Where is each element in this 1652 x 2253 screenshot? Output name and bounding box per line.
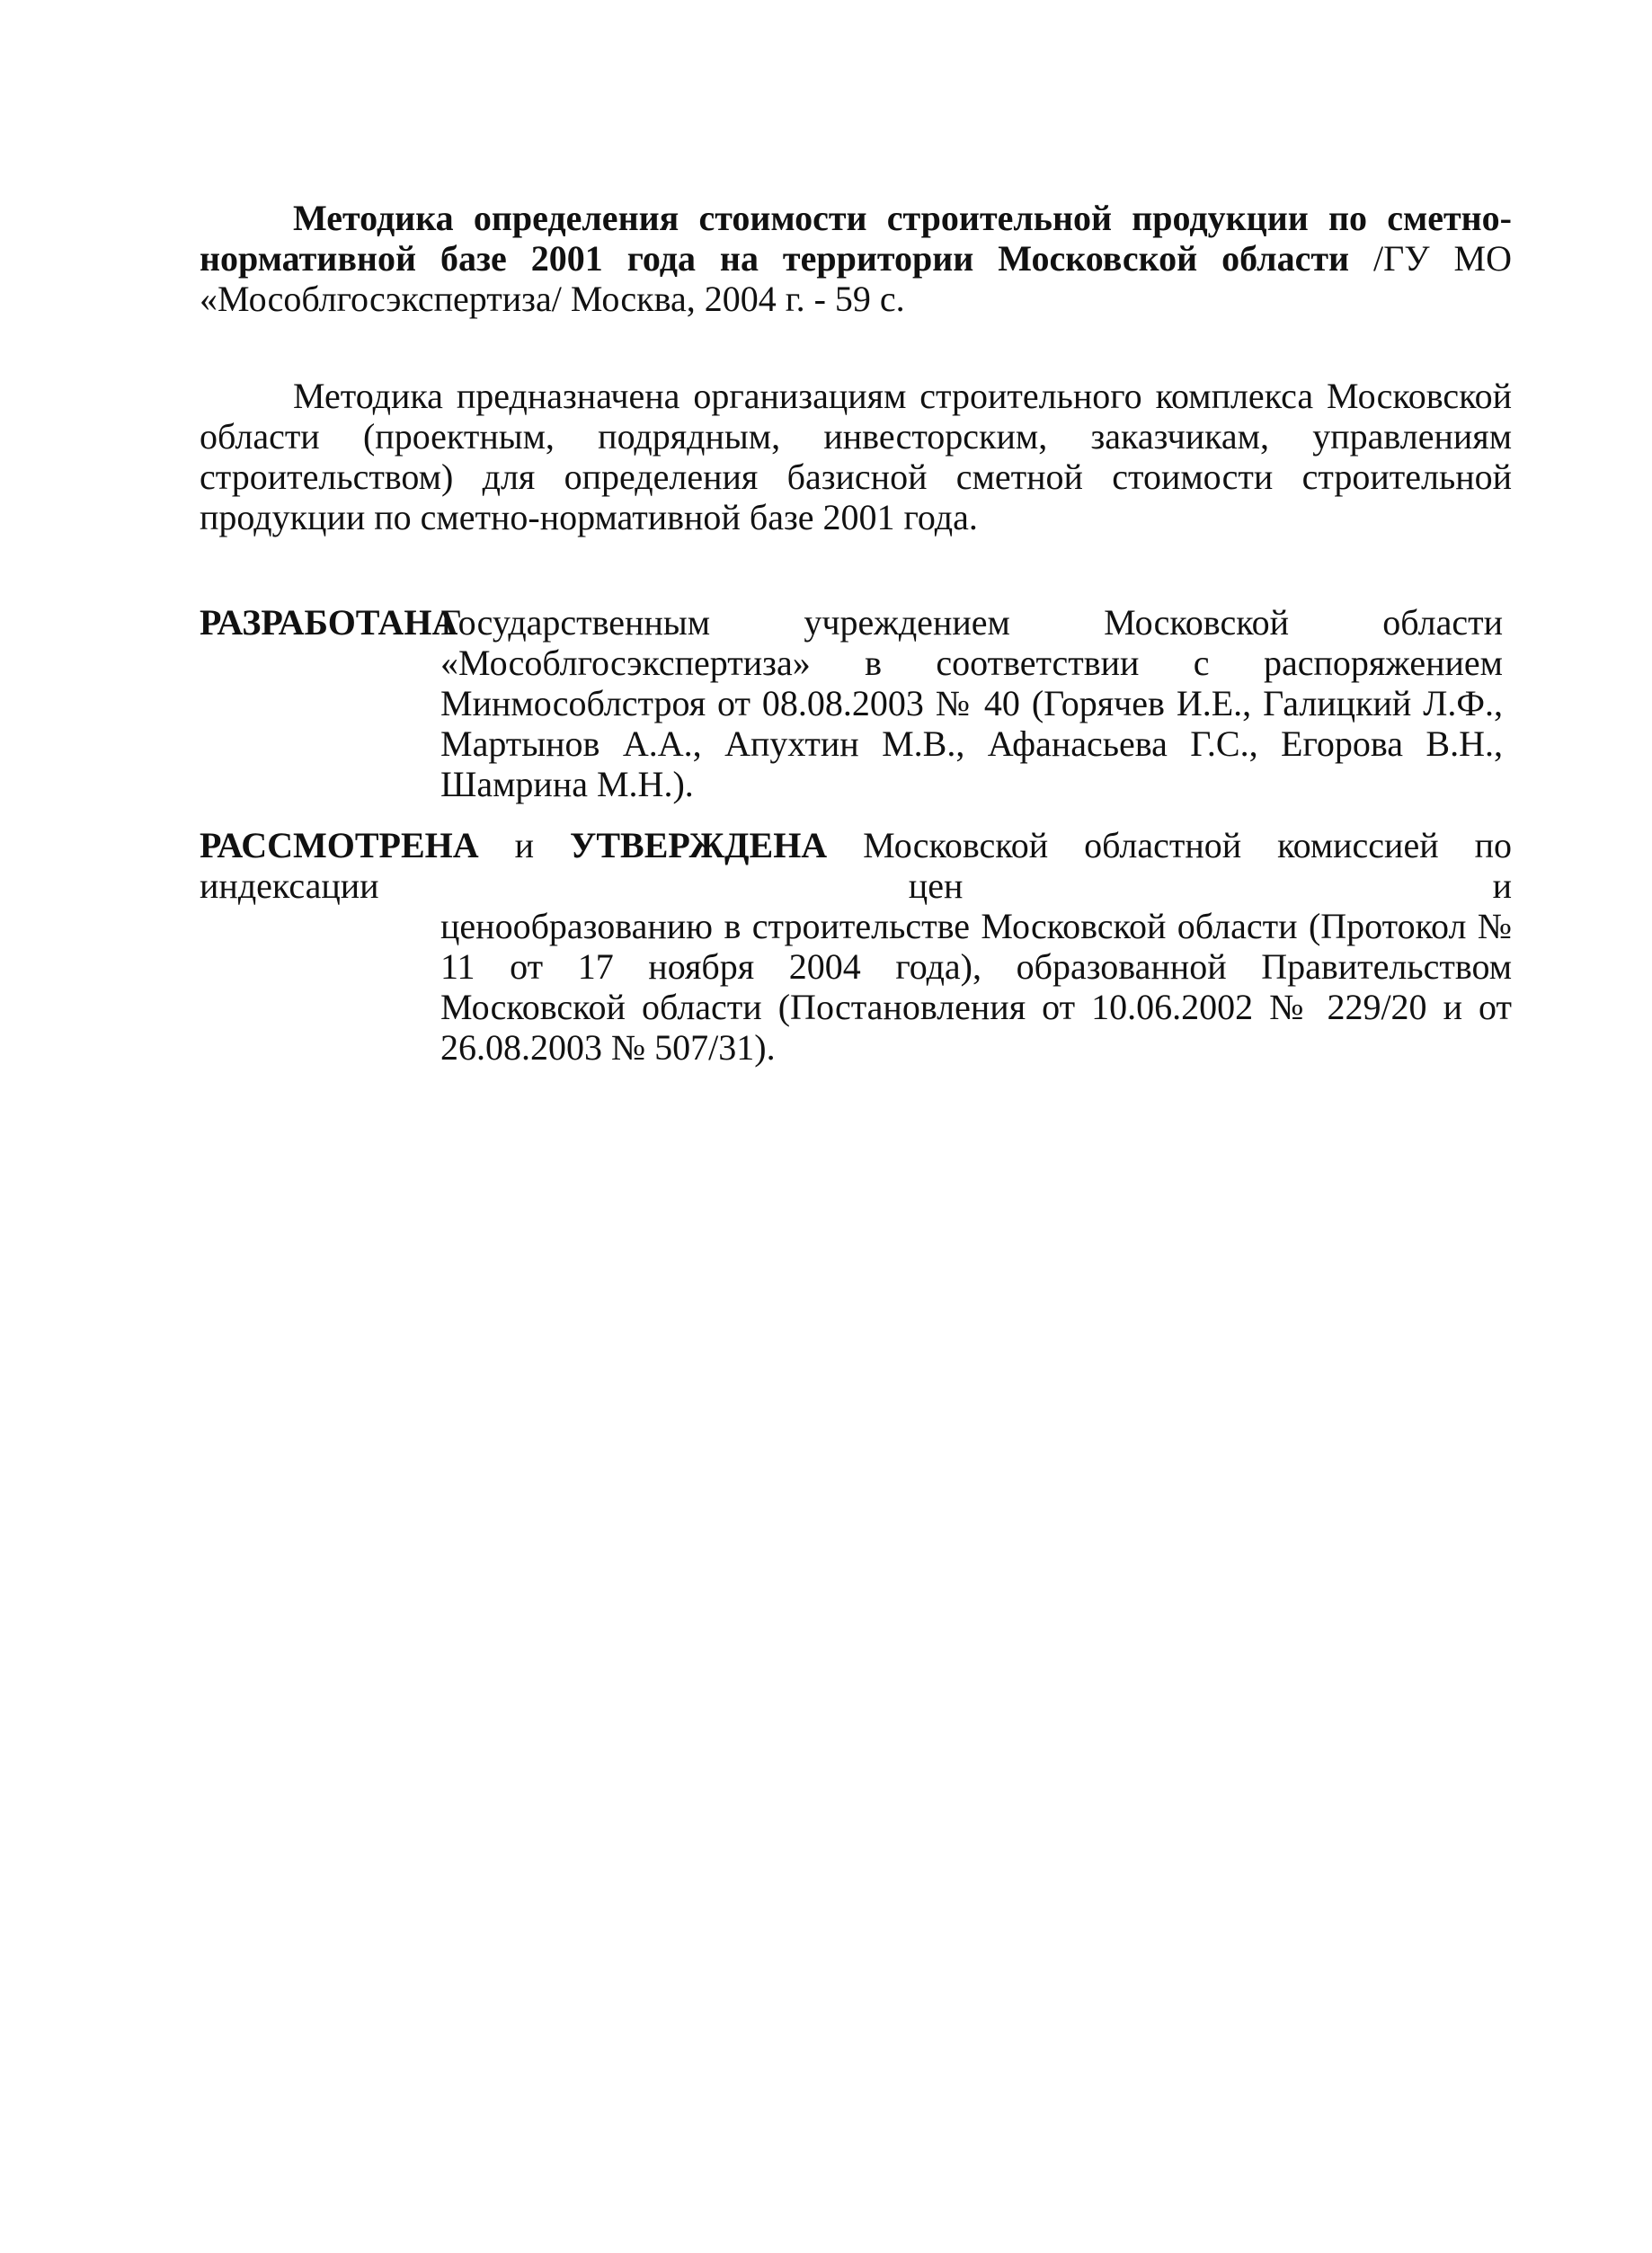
developed-by-section — [200, 602, 1512, 804]
approved-first-line-text: Московской областной комиссией по индексации цен и — [200, 825, 1512, 906]
approved-label: УТВЕРЖДЕНА — [570, 825, 828, 865]
purpose-paragraph: Методика предназначена организациям строительного комплекса Московской области (проектным, подрядным, инвесторским, заказчикам, управлениям строительством) для определения базисной сметной стоимости строительной продукции по сметно-нормативной базе 2001 года. — [200, 376, 1512, 537]
approved-conjunction: и — [478, 825, 571, 865]
approved-text: ценообразованию в строительстве Московской области (Протокол № 11 от 17 ноября 2004 года), образованной Правительством Московской области (Постановления от 10.06.2002 № 229/20 и от 26.08.2003 № 507/31). — [440, 906, 1512, 1068]
publisher-info: /ГУ МО «Мособлгосэкспертиза/ Москва, 2004 г. - 59 с. — [200, 238, 1512, 319]
document-title: Методика определения стоимости строительной продукции по сметно-нормативной базе 2001 года на территории Московской области — [200, 198, 1512, 279]
reviewed-label: РАССМОТРЕНА — [200, 825, 479, 865]
developed-label: РАЗРАБОТАНА — [200, 602, 458, 643]
approved-first-line — [200, 825, 1512, 906]
developed-text: Государственным учреждением Московской области «Мособлгосэкспертиза» в соответствии с распоряжением Минмособлстроя от 08.08.2003 № 40 (Горячев И.Е., Галицкий Л.Ф., Мартынов А.А., Апухтин М.В., Афанасьева Г.С., Егорова В.Н., Шамрина М.Н.). — [440, 602, 1503, 804]
bibliographic-reference — [200, 198, 1512, 319]
approved-by-section — [200, 825, 1512, 1068]
